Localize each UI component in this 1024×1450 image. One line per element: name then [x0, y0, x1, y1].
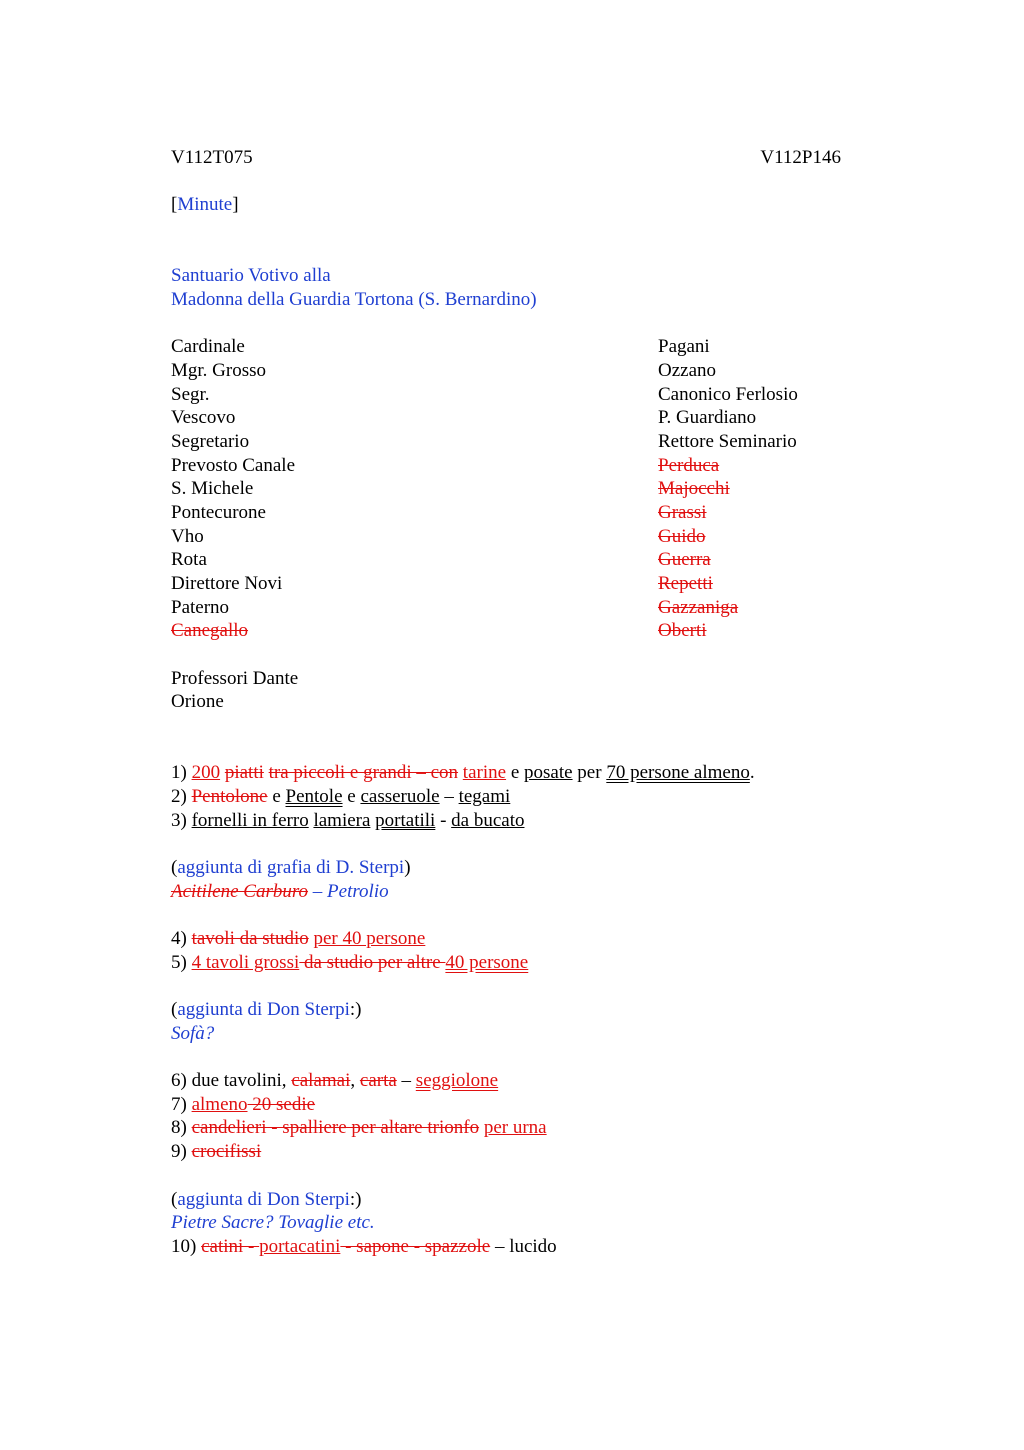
list-item-2: 2) Pentolone e Pentole e casseruole – tegami — [171, 785, 511, 807]
invitee: Cardinale — [171, 336, 245, 358]
list-item-8: 8) candelieri - spalliere per altare trionfo per urna — [171, 1117, 547, 1139]
addition-note-1: (aggiunta di grafia di D. Sterpi) — [171, 856, 411, 878]
extra-invitee: Professori Dante — [171, 667, 299, 689]
invitee-struck: Repetti — [658, 573, 713, 594]
list-item-9: 9) crocifissi — [171, 1141, 262, 1163]
minute-label: [Minute] — [171, 194, 239, 216]
invitee: Pontecurone — [171, 501, 266, 523]
list-item-5: 5) 4 tavoli grossi da studio per altre 40 persone — [171, 951, 529, 973]
invitee-struck: Guido — [658, 525, 706, 547]
document-page — [171, 146, 841, 1259]
invitee-struck: Canegallo — [171, 620, 249, 642]
invitee: Pagani — [658, 336, 710, 358]
invitee-struck: Majocchi — [658, 478, 730, 500]
addition-note-3: (aggiunta di Don Sterpi:) — [171, 1188, 362, 1210]
list-item-7: 7) almeno 20 sedie — [171, 1093, 316, 1115]
invitee-struck: Oberti — [658, 620, 707, 642]
invitee-struck: Gazzaniga — [658, 596, 739, 618]
invitee: Mgr. Grosso — [171, 359, 267, 381]
list-item-3: 3) fornelli in ferro lamiera portatili - da bucato — [171, 809, 525, 831]
invitee: Vescovo — [171, 407, 236, 429]
invitee: Rota — [171, 549, 207, 571]
extra-invitee: Orione — [171, 691, 224, 713]
list-item-10: 10) catini - portacatini - sapone - spazzole – lucido — [171, 1235, 557, 1257]
document-code-right: V112P146 — [760, 147, 841, 168]
list-item-6: 6) due tavolini, calamai, carta – seggiolone — [171, 1070, 499, 1092]
title-line-1: Santuario Votivo alla — [171, 265, 331, 287]
invitee: Segr. — [171, 383, 210, 405]
invitee: Vho — [171, 525, 204, 547]
invitee-struck: Grassi — [658, 501, 707, 523]
invitee: Direttore Novi — [171, 573, 283, 594]
addition-text-1: Acitilene Carburo – Petrolio — [171, 880, 389, 902]
addition-note-2: (aggiunta di Don Sterpi:) — [171, 999, 362, 1020]
invitee-columns — [171, 335, 841, 643]
invitee-struck: Guerra — [658, 549, 711, 571]
invitee-struck: Perduca — [658, 454, 720, 476]
invitee: Prevosto Canale — [171, 454, 296, 476]
invitee: P. Guardiano — [658, 407, 757, 429]
invitee: Ozzano — [658, 359, 717, 381]
invitee: Canonico Ferlosio — [658, 383, 798, 405]
invitee: Paterno — [171, 596, 230, 618]
document-code-left: V112T075 — [171, 147, 253, 168]
invitee-list-left — [171, 335, 658, 643]
list-item-4: 4) tavoli da studio per 40 persone — [171, 927, 426, 949]
title-line-2: Madonna della Guardia Tortona (S. Bernardino) — [171, 288, 537, 310]
header-row — [171, 146, 841, 170]
invitee: Rettore Seminario — [658, 430, 797, 452]
addition-text-2: Sofà? — [171, 1022, 215, 1044]
invitee-list-right — [658, 335, 841, 643]
invitee: S. Michele — [171, 478, 254, 500]
list-item-1: 1) 200 piatti tra piccoli e grandi – con tarine e posate per 70 persone almeno. — [171, 762, 755, 784]
invitee: Segretario — [171, 430, 250, 452]
addition-text-3: Pietre Sacre? Tovaglie etc. — [171, 1212, 375, 1234]
